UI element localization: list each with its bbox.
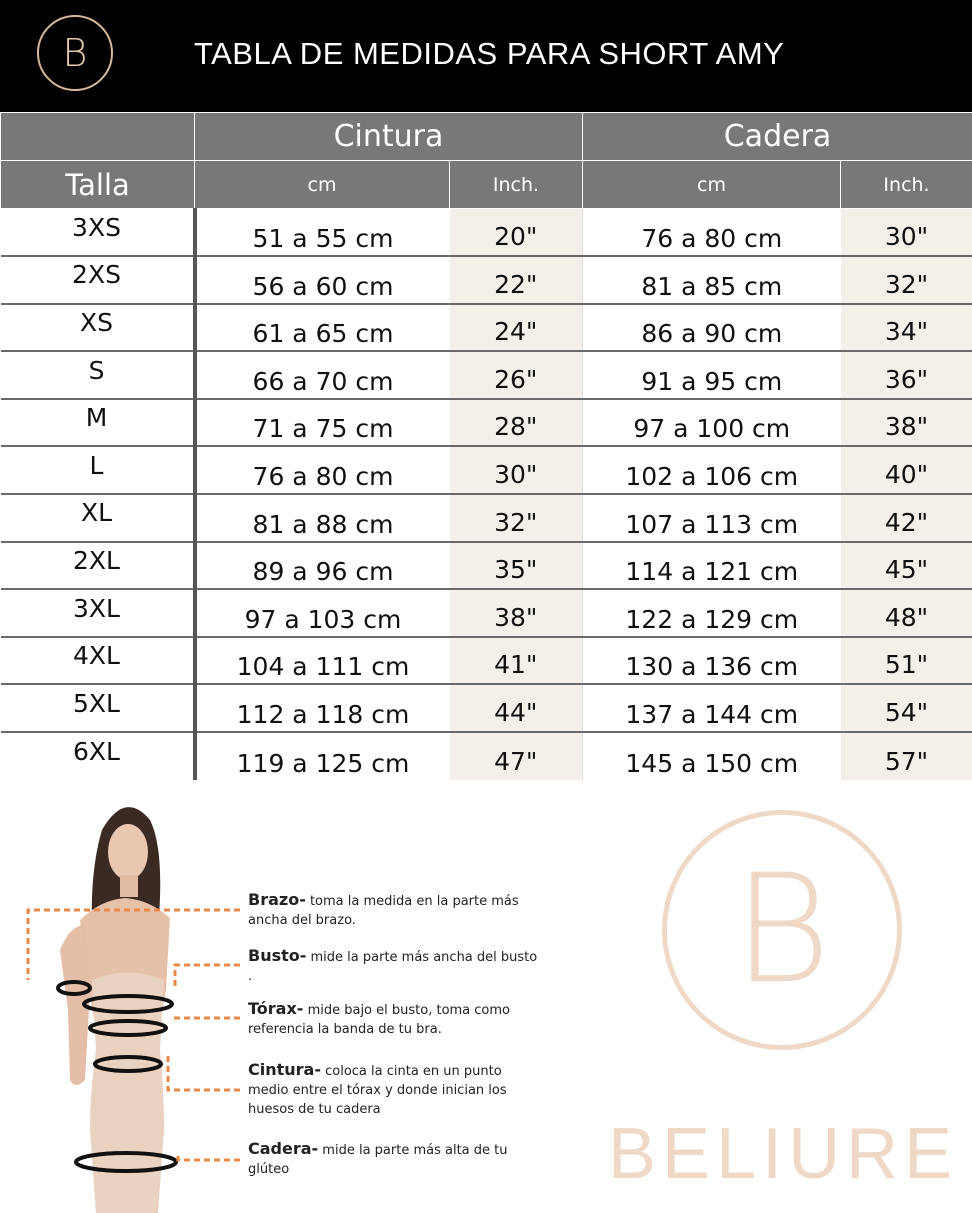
waist-inch-cell: 47" [450,732,583,780]
size-cell: 3XS [1,209,195,257]
hip-inch-cell: 30" [841,209,972,257]
table-row [1,542,972,590]
group-header-hip: Cadera [583,113,972,161]
table-row [1,256,972,304]
waist-cm-cell: 61 a 65 cm [195,304,450,352]
waist-inch-cell: 24" [450,304,583,352]
header-blank-cell [1,113,195,161]
brand-letter: B [732,843,832,1017]
waist-inch-cell: 41" [450,637,583,685]
table-row [1,304,972,352]
size-cell: XL [1,494,195,542]
hip-inch-cell: 57" [841,732,972,780]
page-header [0,0,972,112]
size-cell: 3XL [1,589,195,637]
hip-cm-cell: 107 a 113 cm [583,494,841,542]
waist-inch-cell: 44" [450,684,583,732]
waist-inch-cell: 30" [450,446,583,494]
hip-inch-cell: 48" [841,589,972,637]
table-row [1,684,972,732]
page-title: TABLA DE MEDIDAS PARA SHORT AMY [194,36,785,71]
waist-cm-cell: 104 a 111 cm [195,637,450,685]
size-cell: 4XL [1,637,195,685]
note-waist: Cintura- coloca la cinta en un punto medio entre el tórax y donde inician los huesos de tu cadera [248,1060,507,1117]
table-row [1,209,972,257]
brand-watermark [590,795,972,1200]
hip-cm-cell: 91 a 95 cm [583,351,841,399]
waist-inch-cell: 35" [450,542,583,590]
waist-cm-cell: 51 a 55 cm [195,209,450,257]
column-header-hip-cm: cm [583,161,841,209]
hip-cm-cell: 137 a 144 cm [583,684,841,732]
note-hip: Cadera- mide la parte más alta de tu glúteo [248,1139,508,1177]
waist-cm-cell: 81 a 88 cm [195,494,450,542]
hip-inch-cell: 36" [841,351,972,399]
note-chest: Tórax- mide bajo el busto, toma como referencia la banda de tu bra. [248,999,510,1037]
size-cell: 2XL [1,542,195,590]
hip-inch-cell: 32" [841,256,972,304]
table-row [1,351,972,399]
waist-cm-cell: 56 a 60 cm [195,256,450,304]
waist-inch-cell: 26" [450,351,583,399]
hip-inch-cell: 38" [841,399,972,447]
size-cell: 6XL [1,732,195,780]
hip-inch-cell: 54" [841,684,972,732]
hip-cm-cell: 86 a 90 cm [583,304,841,352]
hip-cm-cell: 102 a 106 cm [583,446,841,494]
waist-cm-cell: 71 a 75 cm [195,399,450,447]
hip-cm-cell: 97 a 100 cm [583,399,841,447]
hip-inch-cell: 51" [841,637,972,685]
waist-inch-cell: 38" [450,589,583,637]
brand-circle-logo [662,810,902,1050]
table-row [1,446,972,494]
size-cell: S [1,351,195,399]
size-cell: 5XL [1,684,195,732]
waist-inch-cell: 20" [450,209,583,257]
size-cell: L [1,446,195,494]
hip-cm-cell: 114 a 121 cm [583,542,841,590]
hip-inch-cell: 40" [841,446,972,494]
table-row [1,399,972,447]
waist-inch-cell: 28" [450,399,583,447]
waist-inch-cell: 22" [450,256,583,304]
measurement-guide [0,780,560,1213]
brand-name: BELIURE [608,1114,959,1194]
hip-cm-cell: 145 a 150 cm [583,732,841,780]
table-row [1,589,972,637]
hip-cm-cell: 81 a 85 cm [583,256,841,304]
hip-inch-cell: 45" [841,542,972,590]
size-cell: M [1,399,195,447]
column-header-waist-inch: Inch. [450,161,583,209]
size-cell: XS [1,304,195,352]
hip-inch-cell: 42" [841,494,972,542]
hip-cm-cell: 122 a 129 cm [583,589,841,637]
column-header-waist-cm: cm [195,161,450,209]
table-row [1,637,972,685]
waist-cm-cell: 119 a 125 cm [236,748,410,778]
column-header-hip-inch: Inch. [841,161,972,209]
note-bust: Busto- mide la parte más ancha del busto . [248,946,538,984]
column-header-size: Talla [1,161,195,209]
size-cell: 2XS [1,256,195,304]
waist-cm-cell: 76 a 80 cm [195,446,450,494]
note-arm: Brazo- toma la medida en la parte más ancha del brazo. [248,890,519,928]
size-chart-table [0,112,972,780]
waist-cm-cell: 66 a 70 cm [195,351,450,399]
waist-inch-cell: 32" [450,494,583,542]
hip-cm-cell: 76 a 80 cm [583,209,841,257]
group-header-waist: Cintura [195,113,583,161]
waist-cm-cell: 112 a 118 cm [195,684,450,732]
waist-cm-cell: 89 a 96 cm [195,542,450,590]
hip-inch-cell: 34" [841,304,972,352]
logo-letter: B [62,31,88,75]
table-row [1,494,972,542]
hip-cm-cell: 130 a 136 cm [583,637,841,685]
brand-logo [37,15,113,91]
table-row [1,732,972,780]
waist-cm-cell: 97 a 103 cm [195,589,450,637]
